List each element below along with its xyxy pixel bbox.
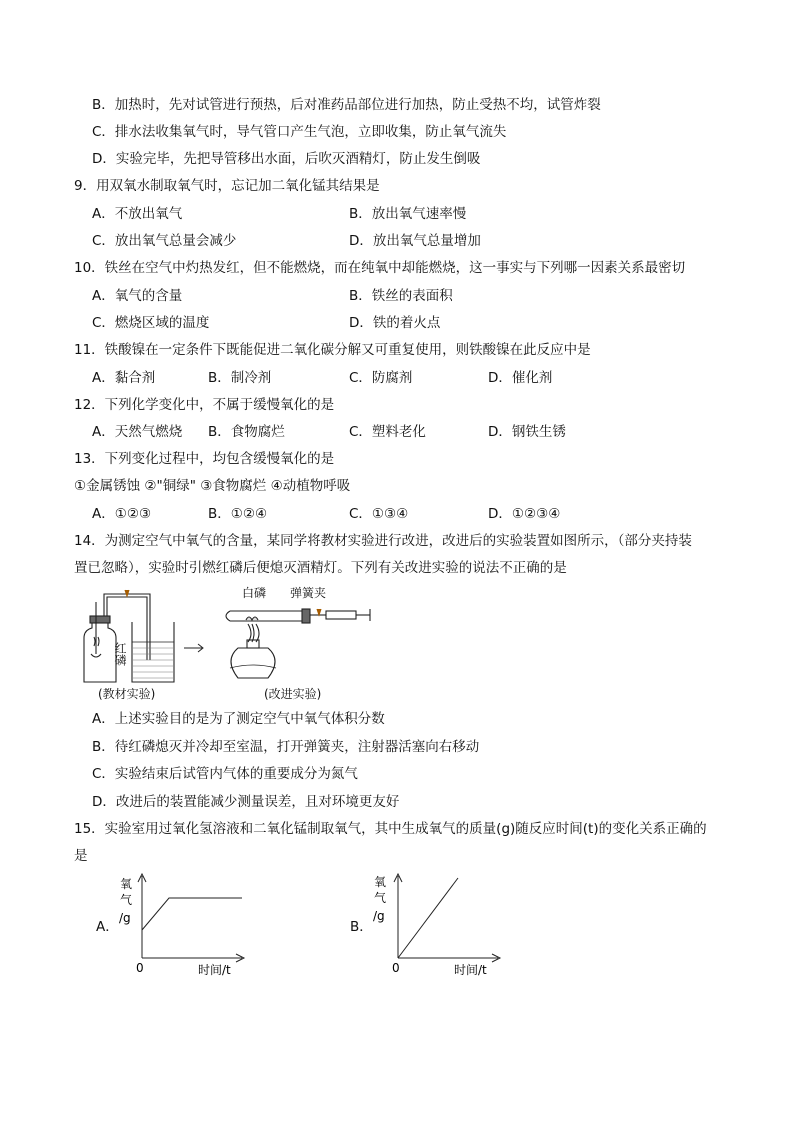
q13-option-a: A．①②③ (92, 506, 152, 522)
arrow-icon (184, 644, 203, 652)
q9-option-a: A．不放出氧气 (92, 206, 183, 222)
q14-option-c: C．实验结束后试管内气体的重要成分为氮气 (92, 766, 358, 782)
series-line (398, 878, 458, 958)
q11-option-b: B．制冷剂 (208, 370, 272, 386)
x-label: 时间/t (198, 963, 231, 977)
series-line (142, 898, 242, 930)
q13-option-b: B．①②④ (208, 506, 268, 522)
q8-option-c: C．排水法收集氧气时，导气管口产生气泡，立即收集，防止氧气流失 (92, 124, 507, 140)
y-label-unit: /g (373, 909, 385, 923)
q14-apparatus-figure (70, 582, 380, 707)
q11-option-d: D．催化剂 (488, 370, 553, 386)
q10-option-b: B．铁丝的表面积 (349, 288, 453, 304)
q15-chart-a (114, 868, 254, 980)
q12-option-d: D．钢铁生锈 (488, 424, 566, 440)
q10-option-a: A．氧气的含量 (92, 288, 183, 304)
water-hatching (133, 648, 173, 678)
q9-option-b: B．放出氧气速率慢 (349, 206, 467, 222)
q10-stem: 10．铁丝在空气中灼热发红，但不能燃烧，而在纯氧中却能燃烧，这一事实与下列哪一因素关系最密切 (74, 260, 686, 276)
q11-option-c: C．防腐剂 (349, 370, 413, 386)
q13-items: ①金属锈蚀 ②"铜绿" ③食物腐烂 ④动植物呼吸 (74, 478, 351, 494)
label-spring-clip: 弹簧夹 (290, 586, 327, 600)
q9-stem: 9．用双氧水制取氧气时，忘记加二氧化锰其结果是 (74, 178, 380, 194)
label-white-phosphorus: 白磷 (242, 586, 267, 600)
y-label-char-1: 氧 (120, 877, 133, 891)
q14-stem-line2: 置已忽略），实验时引燃红磷后便熄灭酒精灯。下列有关改进实验的说法不正确的是 (74, 560, 567, 576)
q12-option-b: B．食物腐烂 (208, 424, 285, 440)
q11-stem: 11．铁酸镍在一定条件下既能促进二氧化碳分解又可重复使用，则铁酸镍在此反应中是 (74, 342, 591, 358)
q10-option-c: C．燃烧区域的温度 (92, 315, 210, 331)
q13-stem: 13．下列变化过程中，均包含缓慢氧化的是 (74, 451, 335, 467)
q12-option-a: A．天然气燃烧 (92, 424, 183, 440)
caption-textbook-experiment: (教材实验) (98, 687, 156, 701)
q11-option-a: A．黏合剂 (92, 370, 156, 386)
x-label: 时间/t (454, 963, 487, 977)
q9-option-c: C．放出氧气总量会减少 (92, 233, 237, 249)
q13-option-c: C．①③④ (349, 506, 409, 522)
textbook-apparatus (84, 590, 174, 682)
q12-stem: 12．下列化学变化中，不属于缓慢氧化的是 (74, 397, 335, 413)
q13-option-d: D．①②③④ (488, 506, 561, 522)
origin-label: 0 (392, 961, 400, 975)
q12-option-c: C．塑料老化 (349, 424, 426, 440)
y-label-char-2: 气 (120, 893, 133, 907)
q9-option-d: D．放出氧气总量增加 (349, 233, 481, 249)
q14-option-a: A．上述实验目的是为了测定空气中氧气体积分数 (92, 711, 385, 727)
q15-stem-line2: 是 (74, 848, 88, 864)
label-red-phosphorus: 红磷 (113, 642, 127, 666)
q15-stem-line1: 15．实验室用过氧化氢溶液和二氧化锰制取氧气，其中生成氧气的质量(g)随反应时间(t)的变化关系正确的 (74, 821, 707, 837)
q14-option-b: B．待红磷熄灭并冷却至室温，打开弹簧夹，注射器活塞向右移动 (92, 739, 480, 755)
origin-label: 0 (136, 961, 144, 975)
q15-option-b-label: B． (350, 919, 373, 935)
q14-stem-line1: 14．为测定空气中氧气的含量，某同学将教材实验进行改进，改进后的实验装置如图所示，（部分夹持装 (74, 533, 692, 549)
y-label-char-1: 氧 (374, 875, 387, 889)
q10-option-d: D．铁的着火点 (349, 315, 441, 331)
y-label-unit: /g (119, 911, 131, 925)
y-label-char-2: 气 (374, 891, 387, 905)
q8-option-d: D．实验完毕，先把导管移出水面，后吹灭酒精灯，防止发生倒吸 (92, 151, 481, 167)
q14-option-d: D．改进后的装置能减少测量误差，且对环境更友好 (92, 794, 400, 810)
caption-improved-experiment: (改进实验) (264, 687, 322, 701)
improved-apparatus (226, 609, 370, 678)
q8-option-b: B．加热时，先对试管进行预热，后对准药品部位进行加热，防止受热不均，试管炸裂 (92, 97, 601, 113)
q15-chart-b (370, 868, 510, 980)
q15-option-a-label: A． (96, 919, 119, 935)
